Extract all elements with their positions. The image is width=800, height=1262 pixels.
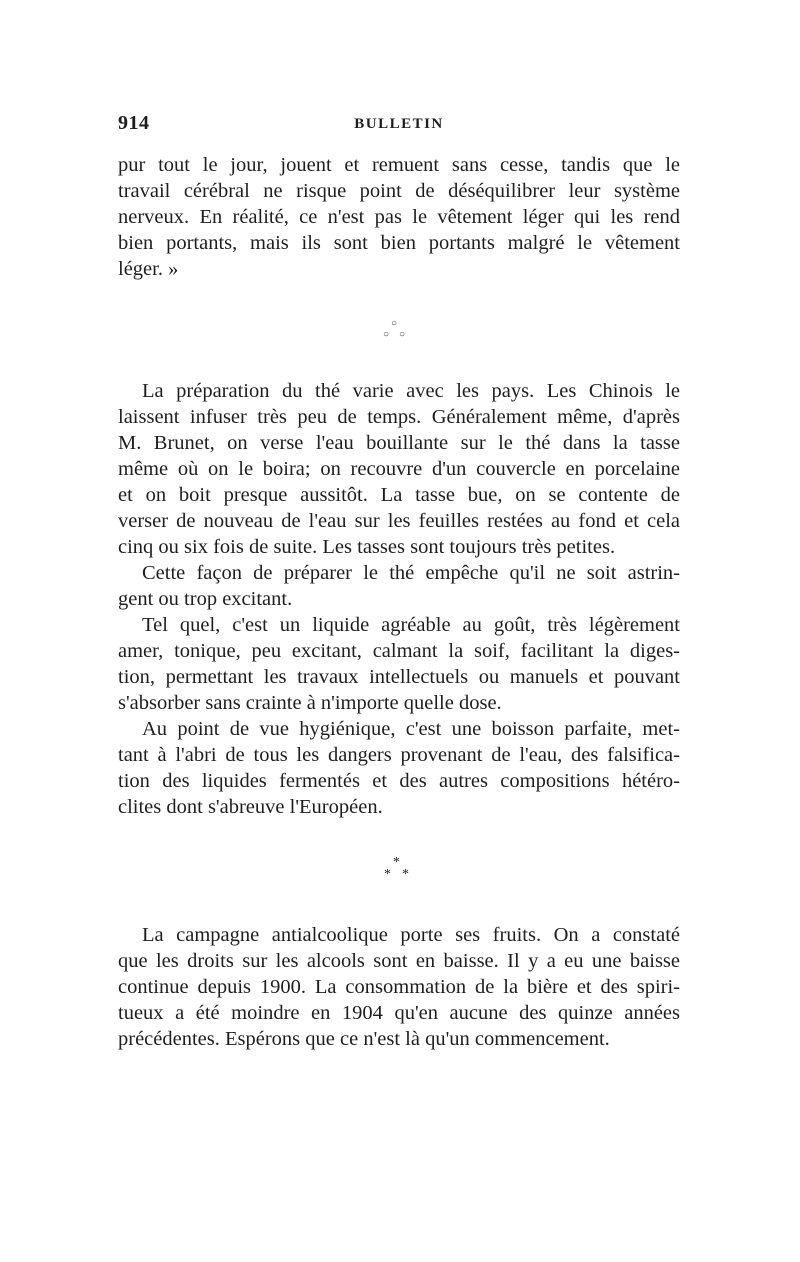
text-line: continue depuis 1900. La consommation de la bière et des spiri- [118,976,680,998]
paragraph-tea [118,378,680,820]
ornament-circle: ○ [383,329,390,340]
section-separator-circles [0,318,800,346]
text-line: La préparation du thé varie avec les pays. Les Chinois le [142,380,680,402]
page-header [118,112,680,140]
text-line: pur tout le jour, jouent et remuent sans cesse, tandis que le [118,154,680,176]
text-line: tueux a été moindre en 1904 qu'en aucune des quinze années [118,1002,680,1024]
paragraph-continuation [118,152,680,282]
text-line: Tel quel, c'est un liquide agréable au goût, très légèrement [142,614,680,636]
running-head: BULLETIN [354,116,444,132]
text-line: tant à l'abri de tous les dangers provenant de l'eau, des falsifica- [118,744,680,766]
text-line: nerveux. En réalité, ce n'est pas le vêtement léger qui les rend [118,206,680,228]
text-line: verser de nouveau de l'eau sur les feuilles restées au fond et cela [118,510,680,532]
text-line: tion des liquides fermentés et des autres compositions hétéro- [118,770,680,792]
text-line: même où on le boira; on recouvre d'un couvercle en porcelaine [118,458,680,480]
ornament-star: * [393,855,400,870]
text-line: précédentes. Espérons que ce n'est là qu'un commencement. [118,1028,610,1050]
text-line: clites dont s'abreuve l'Européen. [118,796,383,818]
text-line: bien portants, mais ils sont bien portants malgré le vêtement [118,232,680,254]
text-line: tion, permettant les travaux intellectuels ou manuels et pouvant [118,666,680,688]
text-line: que les droits sur les alcools sont en baisse. Il y a eu une baisse [118,950,680,972]
paragraph-antialcohol [118,922,680,1052]
ornament-star: * [384,867,391,882]
text-line: Cette façon de préparer le thé empêche qu'il ne soit astrin- [142,562,680,584]
ornament-star: * [402,867,409,882]
text-line: léger. » [118,258,179,280]
text-line: La campagne antialcoolique porte ses fruits. On a constaté [142,924,680,946]
text-line: amer, tonique, peu excitant, calmant la soif, facilitant la diges- [118,640,680,662]
section-separator-asterism [0,855,800,887]
text-line: laissent infuser très peu de temps. Généralement même, d'après [118,406,680,428]
text-line: M. Brunet, on verse l'eau bouillante sur le thé dans la tasse [118,432,680,454]
text-line: travail cérébral ne risque point de déséquilibrer leur système [118,180,680,202]
ornament-circle: ○ [391,318,398,329]
text-line: s'absorber sans crainte à n'importe quelle dose. [118,692,502,714]
text-line: gent ou trop excitant. [118,588,293,610]
ornament-circle: ○ [399,329,406,340]
text-line: Au point de vue hygiénique, c'est une boisson parfaite, met- [142,718,680,740]
text-line: cinq ou six fois de suite. Les tasses sont toujours très petites. [118,536,616,558]
text-line: et on boit presque aussitôt. La tasse bue, on se contente de [118,484,680,506]
page-number: 914 [118,112,150,134]
